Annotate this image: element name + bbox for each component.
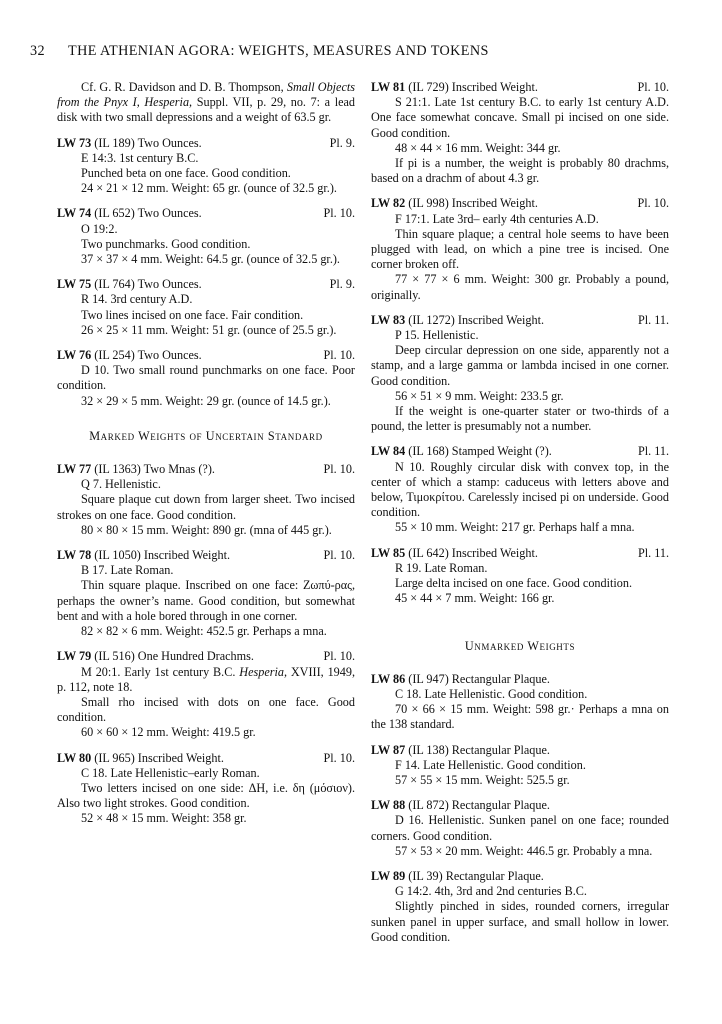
entry-heading (371, 313, 669, 328)
entry-title: (IL 138) Rectangular Plaque. (408, 742, 550, 757)
entry-line: 48 × 44 × 16 mm. Weight: 344 gr. (395, 140, 561, 155)
entry-line: 55 × 10 mm. Weight: 217 gr. Perhaps half a mna. (395, 520, 635, 535)
entry-heading (57, 277, 355, 292)
entry-title: (IL 254) Two Ounces. (94, 348, 202, 363)
catalog-entry-lw76 (57, 348, 355, 409)
plate-reference: Pl. 10. (323, 348, 355, 363)
entry-line: 52 × 48 × 15 mm. Weight: 358 gr. (81, 811, 247, 826)
entry-number: LW 88 (371, 798, 406, 813)
entry-line: B 17. Late Roman. (81, 563, 174, 578)
entry-line: 24 × 21 × 12 mm. Weight: 65 gr. (ounce of 32.5 gr.). (81, 181, 337, 196)
entry-title: (IL 729) Inscribed Weight. (408, 80, 538, 94)
entry-heading (371, 798, 669, 813)
entry-title: (IL 947) Rectangular Plaque. (408, 671, 550, 686)
plate-reference: Pl. 11. (637, 312, 669, 327)
entry-line: G 14:2. 4th, 3rd and 2nd centuries B.C. (395, 884, 587, 899)
entry-number: LW 78 (57, 548, 92, 563)
entry-number: LW 79 (57, 649, 92, 664)
plate-reference: Pl. 10. (323, 462, 355, 477)
entry-line: 80 × 80 × 15 mm. Weight: 890 gr. (mna of 445 gr.). (81, 522, 332, 537)
entries-left-c (57, 751, 355, 827)
plate-reference: Pl. 10. (637, 80, 669, 94)
plate-reference: Pl. 10. (323, 548, 355, 563)
entry-heading (57, 136, 355, 151)
catalog-entry-lw79 (57, 649, 355, 740)
entry-line: Slightly pinched in sides, rounded corners, irregular sunken panel in upper surface, and small hollow in lower. Good condition. (371, 899, 669, 944)
entry-line: S 21:1. Late 1st century B.C. to early 1st century A.D. One face somewhat concave. Small pi incised on one side. Good condition. (371, 95, 669, 140)
entry-number: LW 87 (371, 742, 406, 757)
plate-reference: Pl. 11. (637, 444, 669, 459)
entry-heading (371, 546, 669, 561)
entry-line: E 14:3. 1st century B.C. (81, 150, 199, 165)
catalog-entry-lw75 (57, 277, 355, 338)
entry-title: (IL 872) Rectangular Plaque. (408, 798, 550, 813)
entry-title: (IL 965) Inscribed Weight. (94, 750, 224, 765)
entry-number: LW 75 (57, 277, 92, 292)
catalog-entry-lw74 (57, 206, 355, 267)
section-title-unmarked: Unmarked Weights (464, 638, 576, 653)
entry-line: 60 × 60 × 12 mm. Weight: 419.5 gr. (81, 725, 256, 740)
plate-reference: Pl. 9. (329, 277, 355, 292)
entry-title: (IL 764) Two Ounces. (94, 277, 202, 292)
left-column (57, 80, 355, 837)
catalog-entry-lw73 (57, 136, 355, 197)
entry-title: (IL 39) Rectangular Plaque. (408, 868, 544, 883)
plate-reference: Pl. 10. (323, 750, 355, 765)
intro-italic: Small Objects from the Pnyx I, Hesperia, (57, 80, 355, 110)
entry-line: 57 × 55 × 15 mm. Weight: 525.5 gr. (395, 772, 570, 787)
entry-line: Thin square plaque; a central hole seems to have been plugged with lead, on which a pine tree is incised. One corner broken off. (371, 226, 669, 272)
entry-title: (IL 1050) Inscribed Weight. (94, 548, 231, 563)
plate-reference: Pl. 9. (329, 135, 355, 150)
entry-line: R 14. 3rd century A.D. (81, 292, 193, 307)
plate-reference: Pl. 10. (637, 196, 669, 211)
entry-heading (57, 751, 355, 766)
entry-title: (IL 516) One Hundred Drachms. (94, 649, 254, 664)
entry-number: LW 89 (371, 868, 406, 883)
entry-line: 70 × 66 × 15 mm. Weight: 598 gr.· Perhaps a mna on the 138 standard. (371, 702, 669, 732)
catalog-entry-lw89 (371, 869, 669, 945)
entry-line: 37 × 37 × 4 mm. Weight: 64.5 gr. (ounce of 32.5 gr.). (81, 252, 340, 267)
entry-line: F 14. Late Hellenistic. Good condition. (395, 757, 586, 772)
section-title-marked: Marked Weights of Uncertain Standard (89, 428, 323, 443)
entry-number: LW 85 (371, 545, 406, 560)
entry-heading (371, 444, 669, 459)
entry-heading (57, 548, 355, 563)
entry-number: LW 76 (57, 348, 92, 363)
plate-reference: Pl. 10. (323, 206, 355, 221)
intro-paragraph (57, 80, 355, 126)
entry-heading (57, 649, 355, 664)
entry-heading (371, 869, 669, 884)
entry-number: LW 83 (371, 312, 406, 327)
entry-number: LW 77 (57, 462, 92, 477)
entry-line: 26 × 25 × 11 mm. Weight: 51 gr. (ounce of 25.5 gr.). (81, 322, 337, 337)
entry-line: F 17:1. Late 3rd– early 4th centuries A.D. (395, 211, 599, 226)
entry-title: (IL 168) Stamped Weight (?). (408, 444, 552, 459)
entry-line: C 18. Late Hellenistic. Good condition. (395, 686, 588, 701)
plate-reference: Pl. 10. (323, 649, 355, 664)
catalog-entry-lw81 (371, 80, 669, 186)
entry-line: 45 × 44 × 7 mm. Weight: 166 gr. (395, 591, 555, 606)
entry-number: LW 81 (371, 80, 406, 94)
catalog-entry-lw82 (371, 196, 669, 302)
catalog-entry-lw83 (371, 313, 669, 435)
entry-line: Small rho incised with dots on one face. Good condition. (57, 694, 355, 725)
catalog-entry-lw87 (371, 743, 669, 789)
entry-line: 77 × 77 × 6 mm. Weight: 300 gr. Probably a pound, originally. (371, 272, 669, 302)
entry-title: (IL 642) Inscribed Weight. (408, 545, 538, 560)
catalog-entry-lw78 (57, 548, 355, 639)
plate-reference: Pl. 11. (637, 545, 669, 560)
intro-suffix: Suppl. VII, p. 29, no. 7: a lead disk with two small depressions and a weight of 63.5 gr. (57, 95, 355, 125)
entries-right-a (371, 80, 669, 607)
entry-line: Punched beta on one face. Good condition. (81, 166, 291, 181)
catalog-entry-lw80 (57, 751, 355, 827)
entry-title: (IL 1363) Two Mnas (?). (94, 462, 215, 477)
entry-line (57, 665, 355, 695)
entry-line: Two letters incised on one side: ΔΗ, i.e. δη (μόσιον). Also two light strokes. Good condition. (57, 780, 355, 811)
entry-line: Large delta incised on one face. Good condition. (395, 576, 633, 591)
entry-line: Deep circular depression on one side, apparently not a stamp, and a large gamma or lambda incised in one corner. Good condition. (371, 343, 669, 388)
entry-line: 82 × 82 × 6 mm. Weight: 452.5 gr. Perhaps a mna. (81, 624, 327, 639)
intro-prefix: Cf. G. R. Davidson and D. B. Thompson, (81, 80, 287, 94)
entry-line: N 10. Roughly circular disk with convex top, in the center of which a stamp: caduceus with letters above and below, Τιμοκρίτου. Carelessly incised pi on underside. Good condition. (371, 459, 669, 520)
entry-line: P 15. Hellenistic. (395, 328, 479, 343)
entry-number: LW 80 (57, 750, 92, 765)
entry-line: 32 × 29 × 5 mm. Weight: 29 gr. (ounce of 14.5 gr.). (81, 393, 331, 408)
entries-right-b (371, 672, 669, 945)
entry-heading (57, 462, 355, 477)
entry-number: LW 84 (371, 444, 406, 459)
entry-line: Thin square plaque. Inscribed on one face: Ζωπύ-ρας, perhaps the owner’s name. Good condition, but somewhat bent and with a hole bored through in one corner. (57, 578, 355, 623)
entry-heading (371, 80, 669, 95)
entry-line: O 19:2. (81, 221, 118, 236)
catalog-entry-lw77 (57, 462, 355, 538)
lw79-line1-italic: Hesperia, (239, 664, 288, 679)
entry-heading (371, 743, 669, 758)
entry-title: (IL 998) Inscribed Weight. (408, 196, 538, 211)
entry-line: D 16. Hellenistic. Sunken panel on one face; rounded corners. Good condition. (371, 813, 669, 843)
entry-heading (371, 672, 669, 687)
entry-line: Square plaque cut down from larger sheet. Two incised strokes on one face. Good condition. (57, 492, 355, 522)
entries-left-b (57, 462, 355, 639)
catalog-entry-lw88 (371, 798, 669, 859)
entry-line: C 18. Late Hellenistic–early Roman. (81, 765, 260, 780)
entry-heading (371, 196, 669, 211)
entry-title: (IL 652) Two Ounces. (94, 206, 202, 221)
entry-title: (IL 1272) Inscribed Weight. (408, 312, 545, 327)
entry-heading (57, 206, 355, 221)
page-number: 32 (30, 43, 45, 59)
lw79-line1-suffix: XVIII, 1949, p. 112, note 18. (57, 664, 356, 694)
catalog-entry-lw85 (371, 546, 669, 607)
catalog-entry-lw86 (371, 672, 669, 733)
entry-line: R 19. Late Roman. (395, 560, 488, 575)
catalog-entry-lw84 (371, 444, 669, 535)
entry-line: If the weight is one-quarter stater or two-thirds of a pound, the letter is presumably not a number. (371, 404, 669, 434)
entry-number: LW 73 (57, 135, 92, 150)
running-head: THE ATHENIAN AGORA: WEIGHTS, MEASURES AND TOKENS (68, 43, 489, 59)
entry-number: LW 74 (57, 206, 92, 221)
entry-line: If pi is a number, the weight is probably 80 drachms, based on a drachm of about 4.3 gr. (371, 156, 669, 186)
entry-line: Two punchmarks. Good condition. (81, 236, 251, 251)
right-column (371, 80, 669, 955)
entry-number: LW 86 (371, 671, 406, 686)
entry-line: 56 × 51 × 9 mm. Weight: 233.5 gr. (395, 388, 564, 403)
entry-line: D 10. Two small round punchmarks on one face. Poor condition. (57, 363, 355, 393)
entry-line: Two lines incised on one face. Fair condition. (81, 307, 304, 322)
entry-title: (IL 189) Two Ounces. (94, 135, 202, 150)
entry-line: 57 × 53 × 20 mm. Weight: 446.5 gr. Probably a mna. (395, 843, 653, 858)
lw79-line1-prefix: M 20:1. Early 1st century B.C. (81, 664, 240, 679)
entry-heading (57, 348, 355, 363)
entry-number: LW 82 (371, 196, 406, 211)
page-header (30, 44, 670, 62)
entries-left-a (57, 136, 355, 409)
entry-line: Q 7. Hellenistic. (81, 477, 161, 492)
